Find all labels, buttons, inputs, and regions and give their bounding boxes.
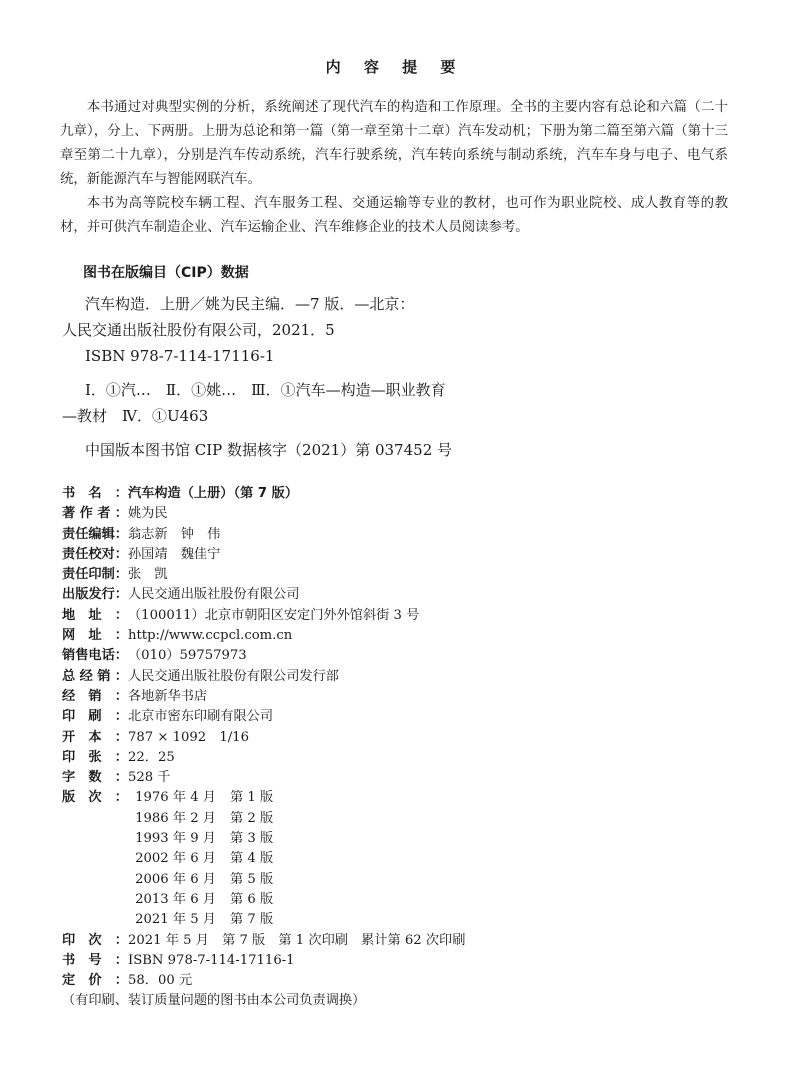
info-row-edition — [62, 809, 722, 829]
info-row-editor — [62, 525, 722, 545]
info-label: 字数： — [62, 770, 128, 786]
info-value: （010）59757973 — [128, 648, 247, 664]
info-row-impression — [62, 931, 722, 951]
edition-number: 第 4 版 — [230, 851, 274, 867]
info-value: 张 凯 — [128, 567, 168, 583]
info-value: 528 千 — [128, 770, 171, 786]
info-value: 22．25 — [128, 749, 175, 765]
info-value: 787 × 1092 1/16 — [128, 729, 249, 745]
edition-number: 第 1 版 — [230, 790, 274, 806]
cip-classification: Ⅰ．①汽… Ⅱ．①姚… Ⅲ．①汽车—构造—职业教育 — [85, 381, 446, 399]
info-row-proofreader — [62, 545, 722, 565]
cip-title-line: 汽车构造．上册／姚为民主编．—7 版．—北京： — [85, 295, 415, 313]
edition-date: 2006 年 6 月 — [135, 871, 216, 887]
cip-record-number: 中国版本图书馆 CIP 数据核字（2021）第 037452 号 — [85, 441, 453, 459]
info-value: 各地新华书店 — [128, 688, 208, 704]
edition-number: 第 2 版 — [230, 810, 274, 826]
edition-number: 第 3 版 — [230, 831, 274, 847]
publication-info — [62, 484, 722, 1012]
info-row-print-manager — [62, 565, 722, 585]
info-label: 责任编辑： — [62, 526, 128, 542]
info-value: 孙国靖 魏佳宁 — [128, 546, 221, 562]
info-label: 版次： — [62, 790, 128, 806]
info-row-isbn — [62, 951, 722, 971]
info-label: 著作者： — [62, 506, 128, 522]
info-label: 出版发行： — [62, 587, 128, 603]
info-value: 姚为民 — [128, 506, 168, 522]
info-label: 印刷： — [62, 709, 128, 725]
cip-isbn: ISBN 978-7-114-17116-1 — [85, 347, 275, 365]
summary-paragraph: 本书通过对典型实例的分析，系统阐述了现代汽车的构造和工作原理。全书的主要内容有总论和六篇（二十九章），分上、下两册。上册为总论和第一篇（第一章至第十二章）汽车发动机；下册为第二篇至第六篇（第十三章至第二十九章），分别是汽车传动系统，汽车行驶系统，汽车转向系统与制动系统，汽车车身与电子、电气系统，新能源汽车与智能网联汽车。 — [60, 100, 728, 187]
info-label: 总经销： — [62, 668, 128, 684]
info-row-book-name — [62, 484, 722, 504]
info-value: 58．00 元 — [128, 973, 193, 989]
info-row-publisher — [62, 585, 722, 605]
info-label: 印次： — [62, 932, 128, 948]
info-value: （100011）北京市朝阳区安定门外外馆斜街 3 号 — [128, 607, 420, 623]
cip-classification-cont: —教材 Ⅳ．①U463 — [62, 407, 209, 425]
cip-data — [62, 291, 722, 463]
cip-publisher-line: 人民交通出版社股份有限公司，2021．5 — [62, 321, 335, 339]
edition-number: 第 6 版 — [230, 891, 274, 907]
info-value: 2021 年 5 月 第 7 版 第 1 次印刷 累计第 62 次印刷 — [128, 932, 466, 948]
info-row-edition — [62, 890, 722, 910]
edition-date: 1986 年 2 月 — [135, 810, 216, 826]
info-value: 汽车构造（上册）（第 7 版） — [128, 486, 299, 501]
info-value: 人民交通出版社股份有限公司发行部 — [128, 668, 339, 684]
edition-date: 1976 年 4 月 — [135, 790, 216, 806]
info-row-distributor — [62, 667, 722, 687]
edition-number: 第 5 版 — [230, 871, 274, 887]
info-label: 网址： — [62, 628, 128, 644]
info-value: 北京市密东印刷有限公司 — [128, 709, 274, 725]
info-row-format — [62, 728, 722, 748]
info-label: 地址： — [62, 607, 128, 623]
summary-text — [60, 96, 728, 240]
summary-paragraph: 本书为高等院校车辆工程、汽车服务工程、交通运输等专业的教材，也可作为职业院校、成人教育等的教材，并可供汽车制造企业、汽车运输企业、汽车维修企业的技术人员阅读参考。 — [60, 196, 728, 235]
info-row-phone — [62, 646, 722, 666]
info-row-edition — [62, 910, 722, 930]
info-row-address — [62, 606, 722, 626]
info-row-printer — [62, 707, 722, 727]
edition-date: 2021 年 5 月 — [135, 912, 216, 928]
edition-date: 2002 年 6 月 — [135, 851, 216, 867]
cip-heading: 图书在版编目（CIP）数据 — [83, 265, 249, 281]
info-label: 开本： — [62, 729, 128, 745]
info-value: 人民交通出版社股份有限公司 — [128, 587, 300, 603]
info-row-sheets — [62, 748, 722, 768]
website-link[interactable]: http://www.ccpcl.com.cn — [128, 628, 293, 644]
summary-title: 内 容 提 要 — [325, 58, 465, 76]
info-row-edition — [62, 849, 722, 869]
info-row-edition — [62, 870, 722, 890]
info-label: 书号： — [62, 952, 128, 968]
info-row-words — [62, 768, 722, 788]
info-label: 定价： — [62, 973, 128, 989]
info-label: 经销： — [62, 688, 128, 704]
info-row-author — [62, 504, 722, 524]
info-label: 书名： — [62, 486, 128, 501]
info-row-edition — [62, 829, 722, 849]
info-label: 责任印制： — [62, 567, 128, 583]
info-row-website — [62, 626, 722, 646]
info-value: ISBN 978-7-114-17116-1 — [128, 952, 295, 968]
info-row-dealer — [62, 687, 722, 707]
info-row-edition — [62, 788, 722, 808]
info-label: 责任校对： — [62, 546, 128, 562]
info-row-price — [62, 971, 722, 991]
info-value: 翁志新 钟 伟 — [128, 526, 221, 542]
quality-note: （有印刷、装订质量问题的图书由本公司负责调换） — [62, 993, 366, 1009]
edition-date: 2013 年 6 月 — [135, 891, 216, 907]
edition-date: 1993 年 9 月 — [135, 831, 216, 847]
edition-number: 第 7 版 — [230, 912, 274, 928]
info-label: 印张： — [62, 749, 128, 765]
info-label: 销售电话： — [62, 648, 128, 664]
